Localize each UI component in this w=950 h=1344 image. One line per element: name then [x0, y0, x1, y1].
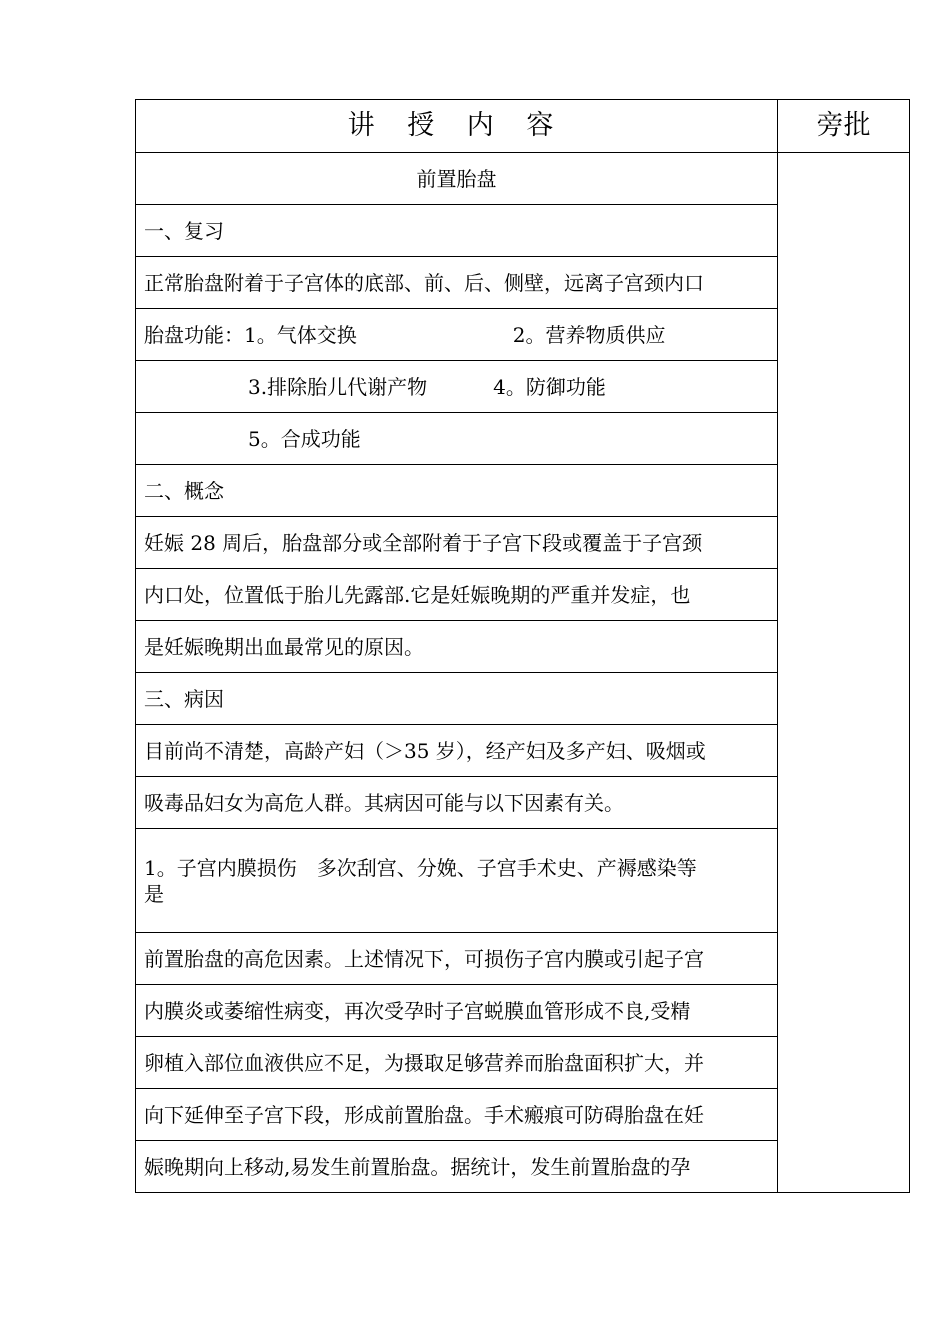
side-notes-cell [778, 153, 910, 1193]
content-line: 卵植入部位血液供应不足，为摄取足够营养而胎盘面积扩大，并 [136, 1037, 778, 1089]
table-row [136, 153, 910, 205]
content-column-header: 讲 授 内 容 [136, 100, 778, 153]
content-line: 向下延伸至子宫下段，形成前置胎盘。手术瘢痕可防碍胎盘在妊 [136, 1089, 778, 1141]
table-header-row [136, 100, 910, 153]
content-line: 是妊娠晚期出血最常见的原因。 [136, 621, 778, 673]
section-heading: 三、病因 [136, 673, 778, 725]
content-line: 目前尚不清楚，高龄产妇（＞35 岁），经产妇及多产妇、吸烟或 [136, 725, 778, 777]
content-line: 内口处，位置低于胎儿先露部.它是妊娠晚期的严重并发症，也 [136, 569, 778, 621]
content-line: 内膜炎或萎缩性病变，再次受孕时子宫蜕膜血管形成不良,受精 [136, 985, 778, 1037]
content-line: 娠晚期向上移动,易发生前置胎盘。据统计，发生前置胎盘的孕 [136, 1141, 778, 1193]
content-line [136, 413, 778, 465]
section-heading: 一、复习 [136, 205, 778, 257]
function-item: 2。营养物质供应 [512, 322, 666, 347]
content-line [136, 309, 778, 361]
content-line: 正常胎盘附着于子宫体的底部、前、后、侧壁，远离子宫颈内口 [136, 257, 778, 309]
cause-item-text-continued: 是 [144, 881, 164, 906]
function-item: 4。防御功能 [493, 374, 606, 399]
cause-item-title: 1。子宫内膜损伤 [144, 855, 297, 880]
cause-item-text: 多次刮宫、分娩、子宫手术史、产褥感染等 [316, 855, 697, 880]
section-heading: 二、概念 [136, 465, 778, 517]
content-line: 前置胎盘的高危因素。上述情况下，可损伤子宫内膜或引起子宫 [136, 933, 778, 985]
lesson-table [135, 99, 910, 1193]
content-line [136, 829, 778, 933]
content-line: 吸毒品妇女为高危人群。其病因可能与以下因素有关。 [136, 777, 778, 829]
function-item: 胎盘功能：1。气体交换 [144, 322, 357, 347]
function-item: 5。合成功能 [248, 426, 361, 451]
content-line: 妊娠 28 周后，胎盘部分或全部附着于子宫下段或覆盖于子宫颈 [136, 517, 778, 569]
content-line [136, 361, 778, 413]
side-column-header: 旁批 [778, 100, 910, 153]
function-item: 3.排除胎儿代谢产物 [248, 374, 428, 399]
lesson-title: 前置胎盘 [136, 153, 778, 205]
